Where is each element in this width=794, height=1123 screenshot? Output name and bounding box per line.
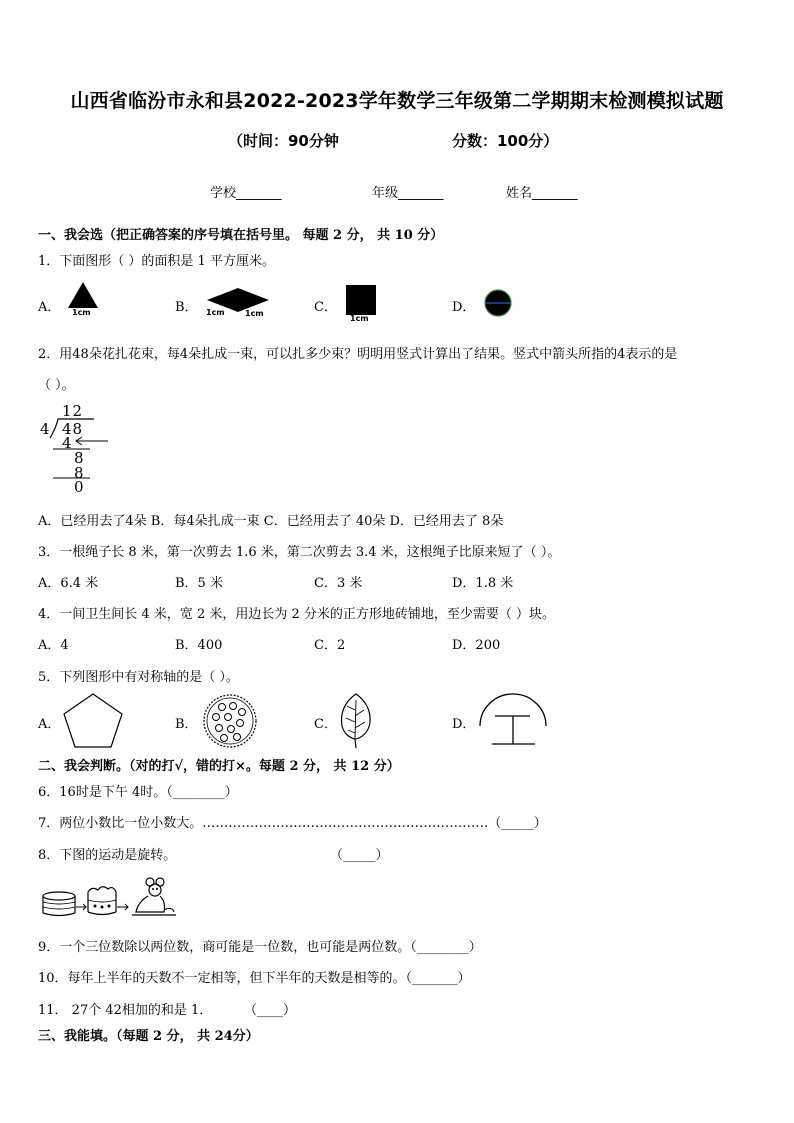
exam-score: 分数：100分） xyxy=(452,132,559,150)
division-divisor: 4 xyxy=(40,420,50,438)
leaf-icon xyxy=(338,692,374,750)
q3-option-a: A．6.4 米 xyxy=(38,576,99,591)
q1-option-d-label: D． xyxy=(452,300,476,315)
question-4: 4．一间卫生间长 4 米，宽 2 米，用边长为 2 分米的正方形地砖铺地，至少需要（ ）块。 xyxy=(38,607,556,622)
question-2-cont: （ ）。 xyxy=(38,378,75,393)
q3-option-b: B．5 米 xyxy=(175,576,223,591)
q1-option-a-label: A． xyxy=(38,300,61,315)
question-8: 8．下图的运动是旋转。 xyxy=(38,848,177,863)
pentagon-figure xyxy=(62,692,124,750)
question-10: 10．每年上半年的天数不一定相等，但下半年的天数是相等的。（_______） xyxy=(38,971,471,986)
q4-option-c: C．2 xyxy=(314,638,346,653)
name-field: 姓名_______ xyxy=(506,186,578,201)
triangle-figure xyxy=(66,280,100,310)
circle-figure xyxy=(483,288,513,318)
question-5: 5．下列图形中有对称轴的是（ ）。 xyxy=(38,670,239,685)
section-3-heading: 三、我能填。（每题 2 分， 共 24分） xyxy=(38,1029,259,1044)
q4-option-d: D．200 xyxy=(452,638,501,653)
school-field: 学校_______ xyxy=(210,186,282,201)
question-2: 2．用48朵花扎花束，每4朵扎成一束，可以扎多少束？明明用竖式计算出了结果。竖式中箭头所指的4表示的是 xyxy=(38,347,678,362)
q1-option-b-label: B． xyxy=(175,300,198,315)
q1-a-unit: 1cm xyxy=(72,308,91,317)
q1-b-unit-1: 1cm xyxy=(206,308,225,317)
q1-b-unit-2: 1cm xyxy=(245,309,264,318)
question-3: 3．一根绳子长 8 米，第一次剪去 1.6 米，第二次剪去 3.4 米，这根绳子比原来短了（ ）。 xyxy=(38,545,561,560)
q5-option-d-label: D． xyxy=(452,717,476,732)
section-2-heading: 二、我会判断。（对的打√，错的打×。每题 2 分， 共 12 分） xyxy=(38,759,400,774)
division-row-3: 8 xyxy=(74,464,84,482)
page-title: 山西省临汾市永和县2022-2023学年数学三年级第二学期期末检测模拟试题 xyxy=(70,90,724,112)
q4-option-a: A．4 xyxy=(38,638,69,653)
question-11: 11． 27个 42相加的和是 1． xyxy=(38,1003,213,1018)
q4-option-b: B．400 xyxy=(175,638,223,653)
arrow-icon xyxy=(72,436,112,446)
division-dividend: 48 xyxy=(62,420,84,438)
q5-option-a-label: A． xyxy=(38,717,61,732)
section-1-heading: 一、我会选（把正确答案的序号填在括号里。 每题 2 分， 共 10 分） xyxy=(38,228,444,243)
question-7: 7．两位小数比一位小数大。…………………………………………………………（_____） xyxy=(38,816,547,831)
square-figure xyxy=(345,284,377,316)
division-row-2: 8 xyxy=(74,449,84,467)
q5-option-b-label: B． xyxy=(175,717,198,732)
motion-illustration xyxy=(40,876,180,920)
division-bracket xyxy=(50,418,110,496)
q1-c-unit: 1cm xyxy=(350,314,369,323)
q3-option-c: C．3 米 xyxy=(314,576,363,591)
cookie-figure xyxy=(202,693,258,749)
question-6: 6．16时是下午 4时。（________） xyxy=(38,785,238,800)
division-row-4: 0 xyxy=(74,478,84,496)
division-quotient: 12 xyxy=(62,402,84,420)
question-11-blank: （____） xyxy=(244,1003,297,1018)
arch-figure xyxy=(478,694,548,746)
division-row-1: 4 xyxy=(62,434,72,452)
question-8-blank: （_____） xyxy=(330,848,389,863)
q3-option-d: D．1.8 米 xyxy=(452,576,514,591)
q1-option-c-label: C． xyxy=(314,300,337,315)
question-1: 1．下面图形（ ）的面积是 1 平方厘米。 xyxy=(38,254,275,269)
q5-option-c-label: C． xyxy=(314,717,337,732)
exam-time: （时间：90分钟 xyxy=(228,132,339,150)
question-2-options: A．已经用去了4朵 B．每4朵扎成一束 C．已经用去了 40朵 D．已经用去了 8朵 xyxy=(38,514,504,529)
question-9: 9．一个三位数除以两位数，商可能是一位数，也可能是两位数。（________） xyxy=(38,940,482,955)
grade-field: 年级_______ xyxy=(372,186,444,201)
